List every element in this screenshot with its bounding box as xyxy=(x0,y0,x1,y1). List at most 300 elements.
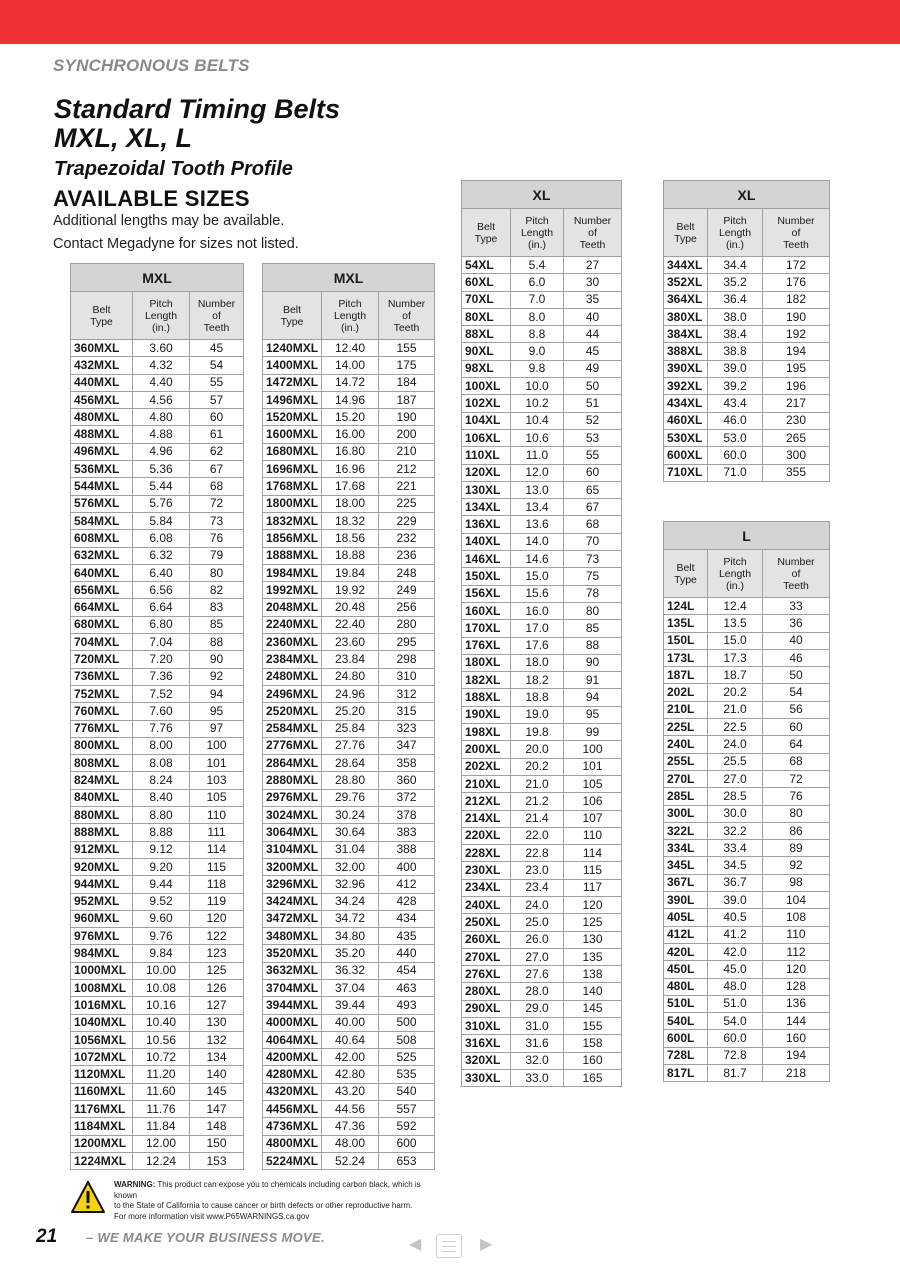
belt-type-cell: 434XL xyxy=(664,395,708,412)
belt-type-cell: 600L xyxy=(664,1030,708,1047)
teeth-cell: 90 xyxy=(190,651,244,668)
pitch-length-cell: 9.44 xyxy=(133,876,190,893)
table-row xyxy=(462,343,622,360)
table-row xyxy=(664,1030,830,1047)
table-row xyxy=(71,1135,244,1152)
col-header-belt-type-line: Belt xyxy=(476,220,496,233)
pitch-length-cell: 37.04 xyxy=(322,979,379,996)
table-row xyxy=(263,634,435,651)
xl-table-1 xyxy=(461,180,622,1087)
belt-type-cell: 290XL xyxy=(462,1000,511,1017)
table-body xyxy=(71,340,244,1170)
pitch-length-cell: 48.0 xyxy=(708,978,763,995)
pitch-length-cell: 44.56 xyxy=(322,1101,379,1118)
available-sizes-heading: AVAILABLE SIZES xyxy=(53,186,250,211)
table-row xyxy=(664,395,830,412)
teeth-cell: 54 xyxy=(763,684,830,701)
teeth-cell: 112 xyxy=(763,943,830,960)
belt-type-cell: 140XL xyxy=(462,533,511,550)
pitch-length-cell: 32.2 xyxy=(708,822,763,839)
teeth-cell: 103 xyxy=(190,772,244,789)
belt-type-cell: 260XL xyxy=(462,931,511,948)
table-row xyxy=(664,429,830,446)
table-row xyxy=(71,391,244,408)
teeth-cell: 145 xyxy=(190,1083,244,1100)
table-row xyxy=(71,1066,244,1083)
belt-type-cell: 255L xyxy=(664,753,708,770)
pitch-length-cell: 6.56 xyxy=(133,582,190,599)
teeth-cell: 94 xyxy=(190,685,244,702)
belt-type-cell: 285L xyxy=(664,788,708,805)
belt-type-cell: 210L xyxy=(664,701,708,718)
pitch-length-cell: 4.40 xyxy=(133,374,190,391)
col-header-teeth-line: Teeth xyxy=(783,238,809,251)
teeth-cell: 45 xyxy=(190,340,244,357)
table-row xyxy=(263,374,435,391)
col-header-teeth-line: of xyxy=(212,309,221,322)
pitch-length-cell: 39.0 xyxy=(708,360,763,377)
table-row xyxy=(263,737,435,754)
table-row xyxy=(263,685,435,702)
belt-type-cell: 1696MXL xyxy=(263,461,322,478)
top-color-bar xyxy=(0,0,900,44)
table-row xyxy=(462,724,622,741)
belt-type-cell: 188XL xyxy=(462,689,511,706)
table-row xyxy=(664,736,830,753)
teeth-cell: 60 xyxy=(763,719,830,736)
table-row xyxy=(664,649,830,666)
pitch-length-cell: 6.32 xyxy=(133,547,190,564)
col-header-pitch-length-line: (in.) xyxy=(151,321,171,334)
belt-type-cell: 334L xyxy=(664,840,708,857)
belt-type-cell: 390XL xyxy=(664,360,708,377)
teeth-cell: 160 xyxy=(763,1030,830,1047)
teeth-cell: 114 xyxy=(190,841,244,858)
col-header-teeth-line: Number xyxy=(777,214,815,227)
menu-icon[interactable] xyxy=(436,1234,462,1258)
pitch-length-cell: 14.72 xyxy=(322,374,379,391)
belt-type-cell: 1184MXL xyxy=(71,1118,133,1135)
pitch-length-cell: 28.80 xyxy=(322,772,379,789)
belt-type-cell: 2976MXL xyxy=(263,789,322,806)
teeth-cell: 100 xyxy=(190,737,244,754)
table-row xyxy=(71,340,244,357)
teeth-cell: 182 xyxy=(763,291,830,308)
table-row xyxy=(263,1083,435,1100)
belt-type-cell: 1856MXL xyxy=(263,530,322,547)
belt-type-cell: 182XL xyxy=(462,672,511,689)
belt-type-cell: 230XL xyxy=(462,862,511,879)
pitch-length-cell: 16.80 xyxy=(322,443,379,460)
teeth-cell: 120 xyxy=(763,961,830,978)
belt-type-cell: 536MXL xyxy=(71,461,133,478)
belt-type-cell: 3424MXL xyxy=(263,893,322,910)
table-row xyxy=(462,481,622,498)
teeth-cell: 130 xyxy=(190,1014,244,1031)
pitch-length-cell: 20.2 xyxy=(708,684,763,701)
chevron-right-icon[interactable]: ▶ xyxy=(480,1236,493,1253)
table-title-row xyxy=(263,264,435,292)
teeth-cell: 114 xyxy=(564,845,622,862)
teeth-cell: 60 xyxy=(190,409,244,426)
pitch-length-cell: 15.0 xyxy=(511,568,564,585)
teeth-cell: 45 xyxy=(564,343,622,360)
pitch-length-cell: 34.72 xyxy=(322,910,379,927)
table-body xyxy=(664,257,830,482)
belt-type-cell: 1224MXL xyxy=(71,1152,133,1169)
pitch-length-cell: 15.6 xyxy=(511,585,564,602)
teeth-cell: 111 xyxy=(190,824,244,841)
belt-type-cell: 240XL xyxy=(462,896,511,913)
table-row xyxy=(71,703,244,720)
table-row xyxy=(71,755,244,772)
belt-type-cell: 270L xyxy=(664,770,708,787)
column-header-row xyxy=(664,550,830,598)
pitch-length-cell: 30.64 xyxy=(322,824,379,841)
pitch-length-cell: 9.76 xyxy=(133,928,190,945)
col-header-teeth-line: Teeth xyxy=(203,321,230,334)
belt-type-cell: 4736MXL xyxy=(263,1118,322,1135)
pitch-length-cell: 10.6 xyxy=(511,429,564,446)
pitch-length-cell: 36.7 xyxy=(708,874,763,891)
table-row xyxy=(71,737,244,754)
table-row xyxy=(71,979,244,996)
belt-type-cell: 1008MXL xyxy=(71,979,133,996)
belt-type-cell: 584MXL xyxy=(71,512,133,529)
table-row xyxy=(263,1118,435,1135)
belt-type-cell: 156XL xyxy=(462,585,511,602)
teeth-cell: 27 xyxy=(564,257,622,274)
table-row xyxy=(664,926,830,943)
belt-type-cell: 480MXL xyxy=(71,409,133,426)
teeth-cell: 194 xyxy=(763,1047,830,1064)
teeth-cell: 64 xyxy=(763,736,830,753)
col-header-teeth xyxy=(763,550,830,598)
note-additional-lengths: Additional lengths may be available. xyxy=(53,213,285,229)
teeth-cell: 110 xyxy=(564,827,622,844)
pitch-length-cell: 7.60 xyxy=(133,703,190,720)
pitch-length-cell: 9.84 xyxy=(133,945,190,962)
belt-type-cell: 420L xyxy=(664,943,708,960)
table-row xyxy=(263,616,435,633)
pitch-length-cell: 35.2 xyxy=(708,274,763,291)
col-header-teeth-line: of xyxy=(588,226,597,239)
belt-type-cell: 412L xyxy=(664,926,708,943)
pitch-length-cell: 30.0 xyxy=(708,805,763,822)
pitch-length-cell: 35.20 xyxy=(322,945,379,962)
table-row xyxy=(462,620,622,637)
table-row xyxy=(71,807,244,824)
table-row xyxy=(71,1049,244,1066)
teeth-cell: 187 xyxy=(379,391,435,408)
pitch-length-cell: 13.5 xyxy=(708,615,763,632)
pitch-length-cell: 41.2 xyxy=(708,926,763,943)
teeth-cell: 210 xyxy=(379,443,435,460)
page-title-line-2: MXL, XL, L xyxy=(54,123,192,153)
table-row xyxy=(263,893,435,910)
table-body xyxy=(664,598,830,1082)
belt-type-cell: 104XL xyxy=(462,412,511,429)
belt-type-cell: 392XL xyxy=(664,378,708,395)
belt-type-cell: 888MXL xyxy=(71,824,133,841)
belt-type-cell: 776MXL xyxy=(71,720,133,737)
teeth-cell: 100 xyxy=(564,741,622,758)
table-row xyxy=(664,1047,830,1064)
belt-type-cell: 202XL xyxy=(462,758,511,775)
teeth-cell: 125 xyxy=(190,962,244,979)
table-row xyxy=(71,616,244,633)
teeth-cell: 104 xyxy=(763,892,830,909)
pitch-length-cell: 52.24 xyxy=(322,1152,379,1169)
belt-type-cell: 920MXL xyxy=(71,858,133,875)
pitch-length-cell: 81.7 xyxy=(708,1065,763,1082)
teeth-cell: 229 xyxy=(379,512,435,529)
col-header-teeth xyxy=(564,209,622,257)
table-row xyxy=(462,758,622,775)
belt-type-cell: 320XL xyxy=(462,1052,511,1069)
teeth-cell: 118 xyxy=(190,876,244,893)
belt-type-cell: 360MXL xyxy=(71,340,133,357)
footer-slogan: – WE MAKE YOUR BUSINESS MOVE. xyxy=(86,1230,325,1245)
col-header-pitch-length-line: Length xyxy=(333,309,367,322)
table-head xyxy=(462,181,622,257)
table-head xyxy=(263,264,435,340)
teeth-cell: 148 xyxy=(190,1118,244,1135)
table-row xyxy=(462,447,622,464)
table-row xyxy=(71,547,244,564)
table-row xyxy=(263,461,435,478)
table-row xyxy=(71,582,244,599)
teeth-cell: 145 xyxy=(564,1000,622,1017)
belt-type-cell: 1000MXL xyxy=(71,962,133,979)
teeth-cell: 248 xyxy=(379,564,435,581)
pitch-length-cell: 34.5 xyxy=(708,857,763,874)
pitch-length-cell: 38.0 xyxy=(708,308,763,325)
teeth-cell: 55 xyxy=(190,374,244,391)
table-row xyxy=(462,1069,622,1086)
belt-type-cell: 710XL xyxy=(664,464,708,481)
col-header-belt-type xyxy=(664,209,708,257)
teeth-cell: 125 xyxy=(564,914,622,931)
table-row xyxy=(462,395,622,412)
teeth-cell: 147 xyxy=(190,1101,244,1118)
pitch-length-cell: 24.80 xyxy=(322,668,379,685)
col-header-pitch-length xyxy=(708,209,763,257)
table-row xyxy=(664,360,830,377)
belt-type-cell: 1176MXL xyxy=(71,1101,133,1118)
teeth-cell: 85 xyxy=(190,616,244,633)
col-header-teeth-line: of xyxy=(791,226,801,239)
belt-type-cell: 102XL xyxy=(462,395,511,412)
table-row xyxy=(462,326,622,343)
belt-type-cell: 450L xyxy=(664,961,708,978)
teeth-cell: 88 xyxy=(190,634,244,651)
teeth-cell: 123 xyxy=(190,945,244,962)
belt-type-cell: 1240MXL xyxy=(263,340,322,357)
table-row xyxy=(71,824,244,841)
belt-type-cell: 760MXL xyxy=(71,703,133,720)
pitch-length-cell: 7.52 xyxy=(133,685,190,702)
table-row xyxy=(462,741,622,758)
page-title xyxy=(54,95,340,153)
teeth-cell: 62 xyxy=(190,443,244,460)
pitch-length-cell: 18.8 xyxy=(511,689,564,706)
belt-type-cell: 984MXL xyxy=(71,945,133,962)
belt-type-cell: 640MXL xyxy=(71,564,133,581)
table-row xyxy=(71,599,244,616)
table-head xyxy=(664,522,830,598)
table-title: L xyxy=(664,522,830,550)
teeth-cell: 440 xyxy=(379,945,435,962)
belt-type-cell: 3632MXL xyxy=(263,962,322,979)
belt-type-cell: 736MXL xyxy=(71,668,133,685)
pitch-length-cell: 11.84 xyxy=(133,1118,190,1135)
table-row xyxy=(71,858,244,875)
teeth-cell: 97 xyxy=(190,720,244,737)
belt-type-cell: 600XL xyxy=(664,447,708,464)
belt-type-cell: 1016MXL xyxy=(71,997,133,1014)
chevron-left-icon[interactable]: ◀ xyxy=(409,1236,422,1253)
teeth-cell: 153 xyxy=(190,1152,244,1169)
teeth-cell: 190 xyxy=(379,409,435,426)
teeth-cell: 76 xyxy=(190,530,244,547)
table-row xyxy=(263,979,435,996)
teeth-cell: 540 xyxy=(379,1083,435,1100)
belt-type-cell: 944MXL xyxy=(71,876,133,893)
pitch-length-cell: 5.4 xyxy=(511,257,564,274)
belt-type-cell: 1992MXL xyxy=(263,582,322,599)
pitch-length-cell: 39.44 xyxy=(322,997,379,1014)
teeth-cell: 40 xyxy=(763,632,830,649)
teeth-cell: 508 xyxy=(379,1031,435,1048)
col-header-belt-type-line: Belt xyxy=(676,220,695,233)
pitch-length-cell: 6.08 xyxy=(133,530,190,547)
pitch-length-cell: 21.2 xyxy=(511,793,564,810)
belt-type-cell: 1680MXL xyxy=(263,443,322,460)
pitch-length-cell: 9.12 xyxy=(133,841,190,858)
table-row xyxy=(71,530,244,547)
belt-type-cell: 110XL xyxy=(462,447,511,464)
teeth-cell: 119 xyxy=(190,893,244,910)
belt-type-cell: 4320MXL xyxy=(263,1083,322,1100)
teeth-cell: 176 xyxy=(763,274,830,291)
belt-type-cell: 1600MXL xyxy=(263,426,322,443)
teeth-cell: 358 xyxy=(379,755,435,772)
col-header-teeth-line: of xyxy=(791,567,801,580)
warning-label: WARNING: xyxy=(114,1180,156,1189)
teeth-cell: 127 xyxy=(190,997,244,1014)
pitch-length-cell: 9.52 xyxy=(133,893,190,910)
table-row xyxy=(462,257,622,274)
table-row xyxy=(263,391,435,408)
teeth-cell: 99 xyxy=(564,724,622,741)
pitch-length-cell: 60.0 xyxy=(708,447,763,464)
table-row xyxy=(664,667,830,684)
table-row xyxy=(263,841,435,858)
table-row xyxy=(71,478,244,495)
teeth-cell: 347 xyxy=(379,737,435,754)
table-row xyxy=(263,409,435,426)
belt-type-cell: 2584MXL xyxy=(263,720,322,737)
teeth-cell: 68 xyxy=(190,478,244,495)
pitch-length-cell: 18.2 xyxy=(511,672,564,689)
belt-type-cell: 388XL xyxy=(664,343,708,360)
page-title-line-1: Standard Timing Belts xyxy=(54,94,341,124)
belt-type-cell: 4280MXL xyxy=(263,1066,322,1083)
pitch-length-cell: 6.0 xyxy=(511,274,564,291)
table-row xyxy=(263,582,435,599)
table-row xyxy=(462,1000,622,1017)
pitch-length-cell: 13.0 xyxy=(511,481,564,498)
table-row xyxy=(71,945,244,962)
teeth-cell: 140 xyxy=(564,983,622,1000)
belt-type-cell: 310XL xyxy=(462,1018,511,1035)
pitch-length-cell: 18.56 xyxy=(322,530,379,547)
belt-type-cell: 60XL xyxy=(462,274,511,291)
table-row xyxy=(263,530,435,547)
pitch-length-cell: 18.0 xyxy=(511,654,564,671)
teeth-cell: 73 xyxy=(190,512,244,529)
table-row xyxy=(664,892,830,909)
belt-type-cell: 3944MXL xyxy=(263,997,322,1014)
table-row xyxy=(71,1083,244,1100)
table-title-row xyxy=(664,181,830,209)
belt-type-cell: 316XL xyxy=(462,1035,511,1052)
table-row xyxy=(462,966,622,983)
table-row xyxy=(71,1118,244,1135)
teeth-cell: 454 xyxy=(379,962,435,979)
belt-type-cell: 530XL xyxy=(664,429,708,446)
table-row xyxy=(664,257,830,274)
table-row xyxy=(263,426,435,443)
pitch-length-cell: 9.8 xyxy=(511,360,564,377)
teeth-cell: 95 xyxy=(190,703,244,720)
pitch-length-cell: 30.24 xyxy=(322,807,379,824)
teeth-cell: 134 xyxy=(190,1049,244,1066)
table-row xyxy=(462,378,622,395)
col-header-teeth-line: of xyxy=(402,309,411,322)
belt-type-cell: 2240MXL xyxy=(263,616,322,633)
teeth-cell: 155 xyxy=(564,1018,622,1035)
pitch-length-cell: 31.0 xyxy=(511,1018,564,1035)
pitch-length-cell: 10.4 xyxy=(511,412,564,429)
pitch-length-cell: 24.96 xyxy=(322,685,379,702)
table-row xyxy=(263,564,435,581)
table-row xyxy=(263,703,435,720)
table-title: XL xyxy=(462,181,622,209)
xl-table-2 xyxy=(663,180,830,482)
belt-type-cell: 136XL xyxy=(462,516,511,533)
pitch-length-cell: 46.0 xyxy=(708,412,763,429)
warning-line-2: to the State of California to cause cancer or birth defects or other reproductive harm. xyxy=(114,1201,413,1210)
table-row xyxy=(263,772,435,789)
pitch-length-cell: 33.0 xyxy=(511,1069,564,1086)
table-row xyxy=(462,585,622,602)
pitch-length-cell: 7.04 xyxy=(133,634,190,651)
belt-type-cell: 70XL xyxy=(462,291,511,308)
pitch-length-cell: 28.5 xyxy=(708,788,763,805)
teeth-cell: 295 xyxy=(379,634,435,651)
teeth-cell: 75 xyxy=(564,568,622,585)
belt-type-cell: 576MXL xyxy=(71,495,133,512)
table-row xyxy=(664,308,830,325)
table-row xyxy=(263,720,435,737)
teeth-cell: 236 xyxy=(379,547,435,564)
teeth-cell: 592 xyxy=(379,1118,435,1135)
pitch-length-cell: 19.84 xyxy=(322,564,379,581)
teeth-cell: 56 xyxy=(763,701,830,718)
table-row xyxy=(462,1035,622,1052)
